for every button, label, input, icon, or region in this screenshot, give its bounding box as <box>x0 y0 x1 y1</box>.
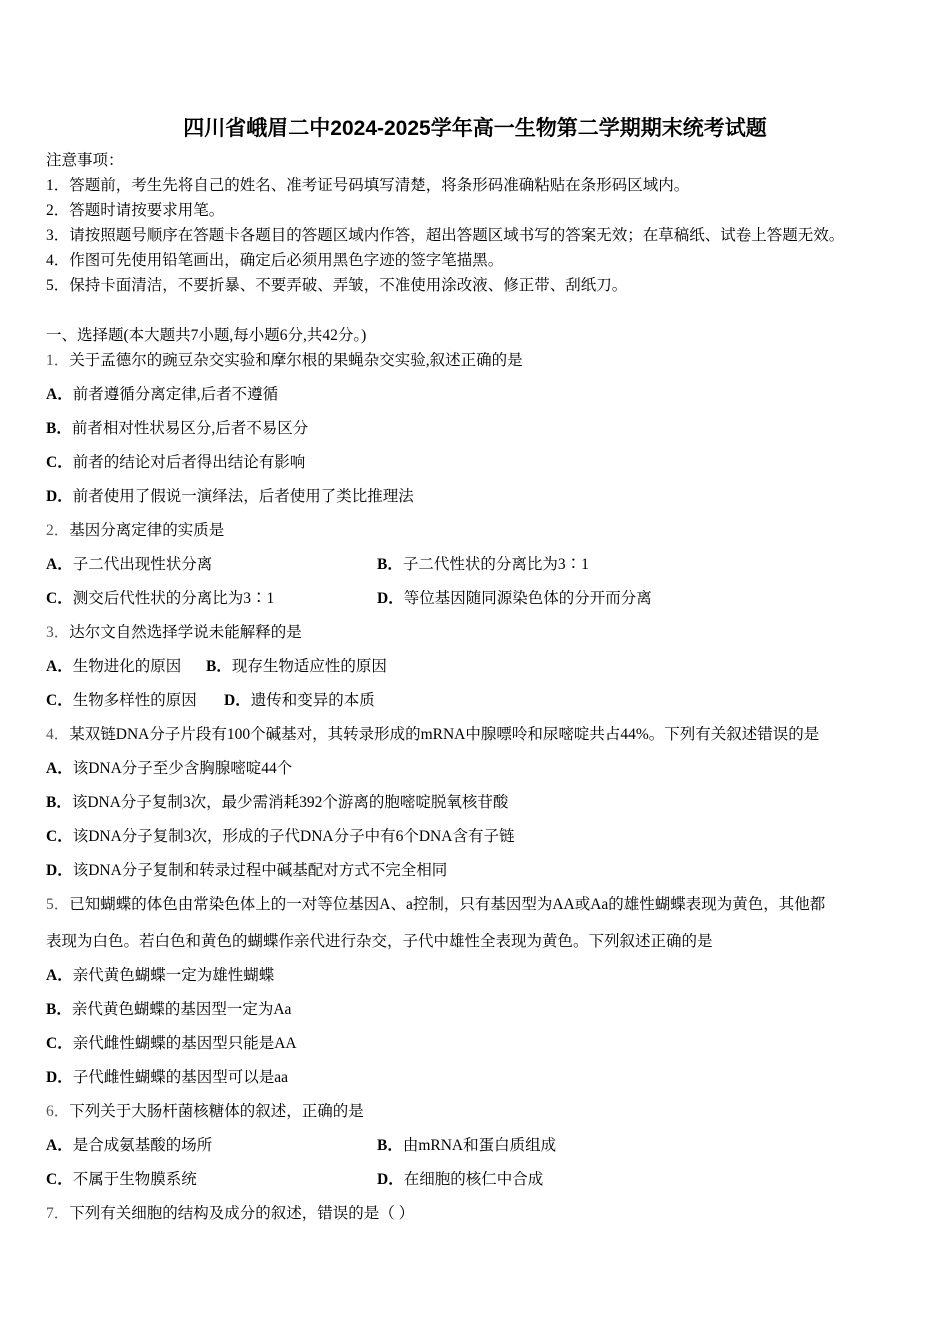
question-number: 7． <box>46 1205 70 1222</box>
question-stem <box>46 895 825 915</box>
option-letter: B． <box>46 794 72 811</box>
notice-item: 2．答题时请按要求用笔。 <box>46 202 225 219</box>
question-text: 达尔文自然选择学说未能解释的是 <box>69 624 302 641</box>
option-letter: C． <box>46 590 73 607</box>
notice-heading: 注意事项： <box>46 152 124 169</box>
option-letter: C． <box>46 1035 73 1052</box>
option-letter: C． <box>46 828 73 845</box>
answer-option <box>46 1034 297 1054</box>
answer-option <box>46 861 447 881</box>
notice-item: 1．答题前，考生先将自己的姓名、准考证号码填写清楚，将条形码准确粘贴在条形码区域内。 <box>46 177 690 194</box>
answer-option <box>46 827 514 847</box>
answer-option <box>46 419 308 439</box>
option-letter: C． <box>46 692 73 709</box>
answer-option <box>377 1170 543 1190</box>
option-letter: B． <box>46 1001 72 1018</box>
option-letter: C． <box>46 1171 73 1188</box>
question-text: 已知蝴蝶的体色由常染色体上的一对等位基因A、a控制，只有基因型为AA或Aa的雄性蝴蝶表现为黄色，其他都 <box>69 896 826 913</box>
answer-option <box>377 555 589 575</box>
option-text: 亲代黄色蝴蝶一定为雄性蝴蝶 <box>72 967 275 984</box>
option-letter: D． <box>46 488 73 505</box>
option-letter: D． <box>46 1069 73 1086</box>
option-text: 该DNA分子复制3次，最少需消耗392个游离的胞嘧啶脱氧核苷酸 <box>71 794 509 811</box>
question-text: 基因分离定律的实质是 <box>69 522 225 539</box>
question-number: 1． <box>46 352 70 369</box>
option-letter: A． <box>46 386 73 403</box>
answer-option <box>46 1000 291 1020</box>
option-letter: B． <box>377 556 403 573</box>
option-letter: C． <box>46 454 73 471</box>
option-text: 该DNA分子复制3次，形成的子代DNA分子中有6个DNA含有子链 <box>72 828 515 845</box>
section-heading: 一、选择题(本大题共7小题,每小题6分,共42分。) <box>46 327 367 344</box>
notice-item: 5．保持卡面清洁，不要折暴、不要弄破、弄皱，不准使用涂改液、修正带、刮纸刀。 <box>46 277 628 294</box>
question-number: 3． <box>46 624 70 641</box>
option-letter: B． <box>377 1137 403 1154</box>
option-text: 子二代性状的分离比为3∶1 <box>402 556 589 573</box>
option-letter: A． <box>46 556 73 573</box>
answer-option <box>377 1136 556 1156</box>
answer-option <box>46 1170 197 1190</box>
answer-option <box>224 691 375 711</box>
question-text: 下列关于大肠杆菌核糖体的叙述，正确的是 <box>69 1103 364 1120</box>
answer-option <box>46 555 212 575</box>
question-stem <box>46 351 523 371</box>
notice-item: 3．请按照题号顺序在答题卡各题目的答题区域内作答，超出答题区域书写的答案无效；在草稿纸、试卷上答题无效。 <box>46 227 845 244</box>
answer-option <box>46 385 278 405</box>
answer-option <box>46 487 414 507</box>
question-number: 2． <box>46 522 70 539</box>
option-letter: A． <box>46 760 73 777</box>
question-number: 6． <box>46 1103 70 1120</box>
option-letter: D． <box>46 862 73 879</box>
option-text: 子二代出现性状分离 <box>72 556 213 573</box>
option-text: 生物多样性的原因 <box>72 692 197 709</box>
option-text: 前者使用了假说一演绎法，后者使用了类比推理法 <box>72 488 414 505</box>
option-letter: B． <box>46 420 72 437</box>
option-text: 在细胞的核仁中合成 <box>403 1171 544 1188</box>
option-text: 亲代雌性蝴蝶的基因型只能是AA <box>72 1035 297 1052</box>
option-text: 前者遵循分离定律,后者不遵循 <box>72 386 279 403</box>
option-text: 不属于生物膜系统 <box>72 1171 197 1188</box>
option-text: 等位基因随同源染色体的分开而分离 <box>403 590 652 607</box>
option-text: 该DNA分子复制和转录过程中碱基配对方式不完全相同 <box>72 862 448 879</box>
option-letter: A． <box>46 1137 73 1154</box>
answer-option <box>46 966 274 986</box>
answer-option <box>46 453 305 473</box>
question-stem <box>46 521 224 541</box>
option-letter: D． <box>224 692 251 709</box>
question-text: 关于孟德尔的豌豆杂交实验和摩尔根的果蝇杂交实验,叙述正确的是 <box>69 352 523 369</box>
option-text: 亲代黄色蝴蝶的基因型一定为Aa <box>71 1001 292 1018</box>
question-stem <box>46 725 819 745</box>
question-stem <box>46 623 302 643</box>
option-text: 由mRNA和蛋白质组成 <box>402 1137 557 1154</box>
question-number: 4． <box>46 726 70 743</box>
option-text: 生物进化的原因 <box>72 658 182 675</box>
option-text: 前者的结论对后者得出结论有影响 <box>72 454 306 471</box>
answer-option <box>377 589 652 609</box>
option-letter: D． <box>377 1171 404 1188</box>
option-letter: B． <box>206 658 232 675</box>
option-letter: A． <box>46 967 73 984</box>
option-text: 该DNA分子至少含胸腺嘧啶44个 <box>72 760 293 777</box>
answer-option <box>46 657 181 677</box>
answer-option <box>46 759 292 779</box>
option-text: 前者相对性状易区分,后者不易区分 <box>71 420 309 437</box>
answer-option <box>46 793 508 813</box>
page-title: 四川省峨眉二中2024-2025学年高一生物第二学期期末统考试题 <box>183 117 767 140</box>
answer-option <box>46 1068 288 1088</box>
notice-item: 4．作图可先使用铅笔画出，确定后必须用黑色字迹的签字笔描黑。 <box>46 252 504 269</box>
question-text: 表现为白色。若白色和黄色的蝴蝶作亲代进行杂交，子代中雄性全表现为黄色。下列叙述正确的是 <box>46 933 713 950</box>
option-letter: A． <box>46 658 73 675</box>
question-text: 下列有关细胞的结构及成分的叙述，错误的是（ ） <box>69 1205 415 1222</box>
question-stem <box>46 1102 364 1122</box>
answer-option <box>46 1136 212 1156</box>
option-text: 遗传和变异的本质 <box>250 692 375 709</box>
answer-option <box>206 657 387 677</box>
question-number: 5． <box>46 896 70 913</box>
option-text: 是合成氨基酸的场所 <box>72 1137 213 1154</box>
question-stem <box>46 1204 414 1224</box>
question-text: 某双链DNA分子片段有100个碱基对，其转录形成的mRNA中腺嘌呤和尿嘧啶共占44%。下列有关叙述错误的是 <box>69 726 820 743</box>
answer-option <box>46 589 274 609</box>
question-stem <box>46 932 713 952</box>
option-letter: D． <box>377 590 404 607</box>
option-text: 子代雌性蝴蝶的基因型可以是aa <box>72 1069 288 1086</box>
option-text: 测交后代性状的分离比为3∶1 <box>72 590 275 607</box>
option-text: 现存生物适应性的原因 <box>231 658 387 675</box>
answer-option <box>46 691 197 711</box>
